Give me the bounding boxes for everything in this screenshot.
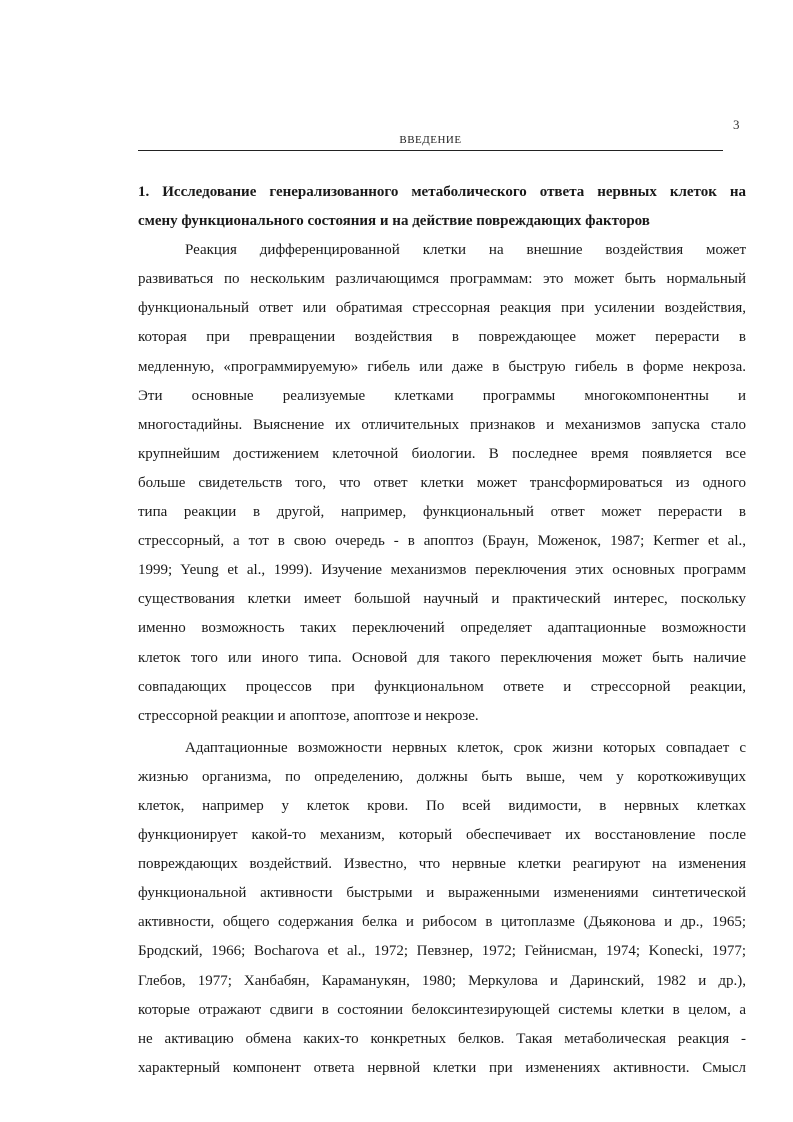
paragraph-line: многостадийны. Выяснение их отличительных признаков и механизмов запуска стало [138, 416, 746, 433]
paragraph-line: совпадающих процессов при функциональном ответе и стрессорной реакции, [138, 678, 746, 695]
body-text [138, 178, 746, 1083]
paragraph-line: Эти основные реализуемые клетками программы многокомпонентны и [138, 387, 746, 404]
paragraph-line: Бродский, 1966; Bocharova et al., 1972; Певзнер, 1972; Гейнисман, 1974; Konecki, 1977; [138, 943, 746, 960]
paragraph-line: Реакция дифференцированной клетки на внешние воздействия может [185, 242, 746, 259]
paragraph-line: Адаптационные возможности нервных клеток, срок жизни которых совпадает с [185, 739, 746, 756]
paragraph-line: жизнью организма, по определению, должны быть выше, чем у короткоживущих [138, 768, 746, 785]
paragraph-line: активности, общего содержания белка и рибосом в цитоплазме (Дьяконова и др., 1965; [138, 914, 746, 931]
paragraph-line: функционирует какой-то механизм, который обеспечивает их восстановление после [138, 827, 746, 844]
paragraph-line: функциональный ответ или обратимая стрессорная реакция при усилении воздействия, [138, 300, 746, 317]
header-rule [138, 150, 723, 151]
paragraph-line: больше свидетельств того, что ответ клетки может трансформироваться из одного [138, 474, 746, 491]
paragraph-line: стрессорный, а тот в свою очередь - в апоптоз (Браун, Моженок, 1987; Kermer et al., [138, 533, 746, 550]
paragraph-line: повреждающих воздействий. Известно, что нервные клетки реагируют на изменения [138, 856, 746, 873]
paragraph-line: не активацию обмена каких-то конкретных белков. Такая метаболическая реакция - [138, 1030, 746, 1047]
section-heading-line: смену функционального состояния и на действие повреждающих факторов [138, 213, 650, 230]
paragraph-line: стрессорной реакции и апоптозе, апоптозе и некрозе. [138, 707, 479, 724]
paragraph-line: именно возможность таких переключений определяет адаптационные возможности [138, 620, 746, 637]
paragraph-line: характерный компонент ответа нервной клетки при изменениях активности. Смысл [138, 1059, 746, 1076]
paragraph-line: функциональной активности быстрыми и выраженными изменениями синтетической [138, 885, 746, 902]
paragraph-line: Глебов, 1977; Ханбабян, Караманукян, 1980; Меркулова и Даринский, 1982 и др.), [138, 972, 746, 989]
paragraph-line: которая при превращении воздействия в повреждающее может перерасти в [138, 329, 746, 346]
paragraph-line: которые отражают сдвиги в состоянии белоксинтезирующей системы клетки в целом, а [138, 1001, 746, 1018]
paragraph-line: типа реакции в другой, например, функциональный ответ может перерасти в [138, 504, 746, 521]
paragraph-line: клеток, например у клеток крови. По всей видимости, в нервных клетках [138, 797, 746, 814]
page-number: 3 [733, 117, 740, 132]
paragraph-line: существования клетки имеет большой научный и практический интерес, поскольку [138, 591, 746, 608]
paragraph-line: крупнейшим достижением клеточной биологии. В последнее время появляется все [138, 445, 746, 462]
running-header: ВВЕДЕНИЕ [399, 134, 462, 146]
paragraph-line: клеток того или иного типа. Основой для такого переключения может быть наличие [138, 649, 746, 666]
paragraph-line: медленную, «программируемую» гибель или даже в быструю гибель в форме некроза. [138, 358, 746, 375]
paragraph-line: развиваться по нескольким различающимся программам: это может быть нормальный [138, 271, 746, 288]
section-heading-line: 1. Исследование генерализованного метаболического ответа нервных клеток на [138, 184, 746, 200]
paragraph-line: 1999; Yeung et al., 1999). Изучение механизмов переключения этих основных программ [138, 562, 746, 579]
